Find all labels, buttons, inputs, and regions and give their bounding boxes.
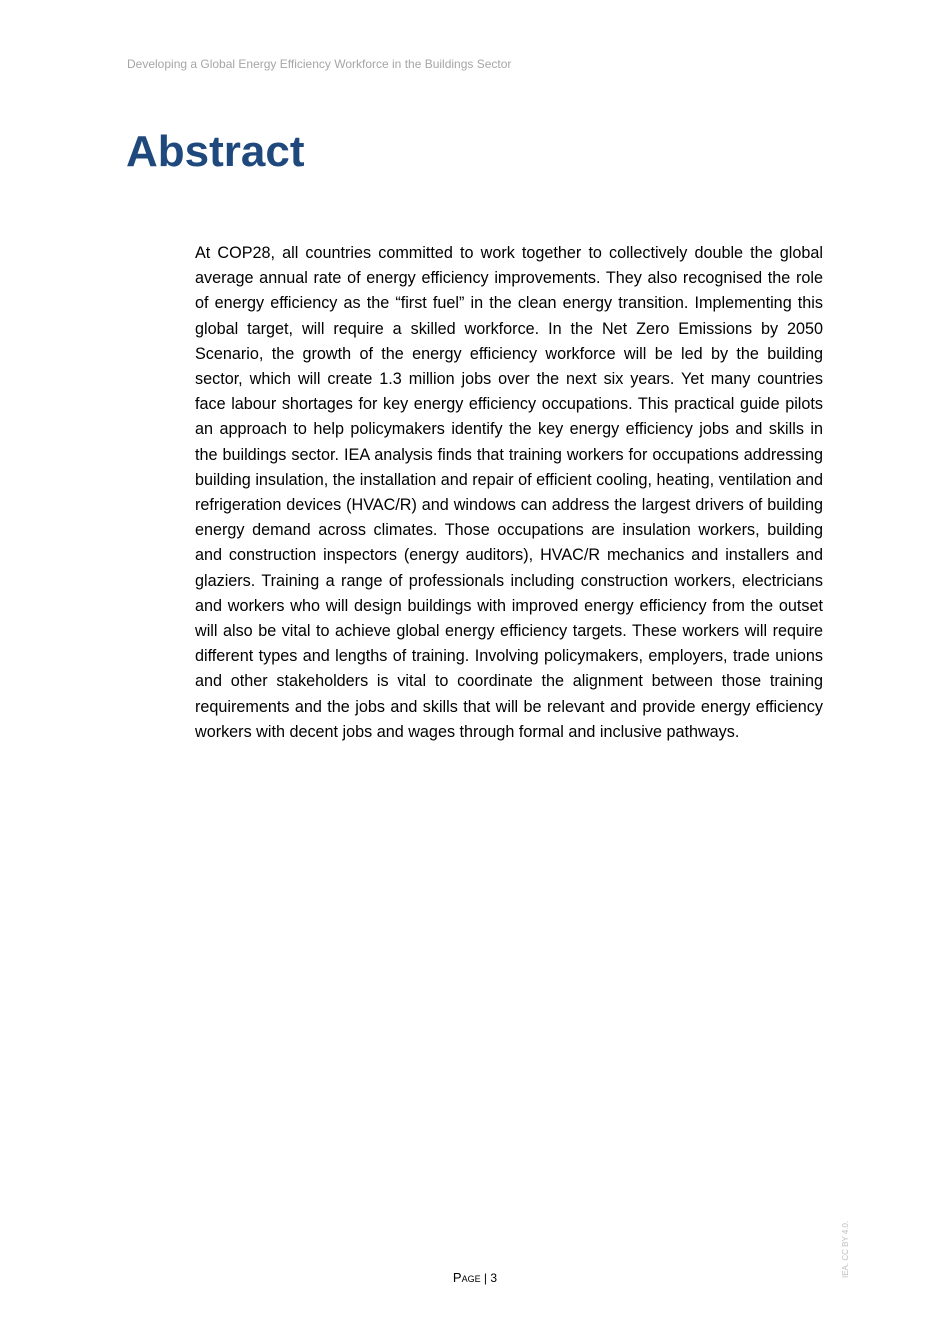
page-number: 3	[490, 1271, 498, 1285]
running-header: Developing a Global Energy Efficiency Workforce in the Buildings Sector	[127, 57, 512, 71]
page-separator: |	[480, 1271, 491, 1285]
page-label: Page	[452, 1270, 481, 1285]
license-note: IEA. CC BY 4.0.	[841, 1220, 850, 1278]
page-title: Abstract	[126, 127, 305, 176]
abstract-paragraph: At COP28, all countries committed to work together to collectively double the global average annual rate of energy efficiency improvements. They also recognised the role of energy efficiency as the “first fuel” in the clean energy transition. Implementing this global target, will require a skilled workforce. In the Net Zero Emissions by 2050 Scenario, the growth of the energy efficiency workforce will be led by the building sector, which will create 1.3 million jobs over the next six years. Yet many countries face labour shortages for key energy efficiency occupations. This practical guide pilots an approach to help policymakers identify the key energy efficiency jobs and skills in the buildings sector. IEA analysis finds that training workers for occupations addressing building insulation, the installation and repair of efficient cooling, heating, ventilation and refrigeration devices (HVAC/R) and windows can address the largest drivers of building energy demand across climates. Those occupations are insulation workers, building and construction inspectors (energy auditors), HVAC/R mechanics and installers and glaziers. Training a range of professionals including construction workers, electricians and workers who will design buildings with improved energy efficiency from the outset will also be vital to achieve global energy efficiency targets. These workers will require different types and lengths of training. Involving policymakers, employers, trade unions and other stakeholders is vital to coordinate the alignment between those training requirements and the jobs and skills that will be relevant and provide energy efficiency workers with decent jobs and wages through formal and inclusive pathways.	[195, 244, 823, 741]
page-footer	[0, 1270, 950, 1285]
